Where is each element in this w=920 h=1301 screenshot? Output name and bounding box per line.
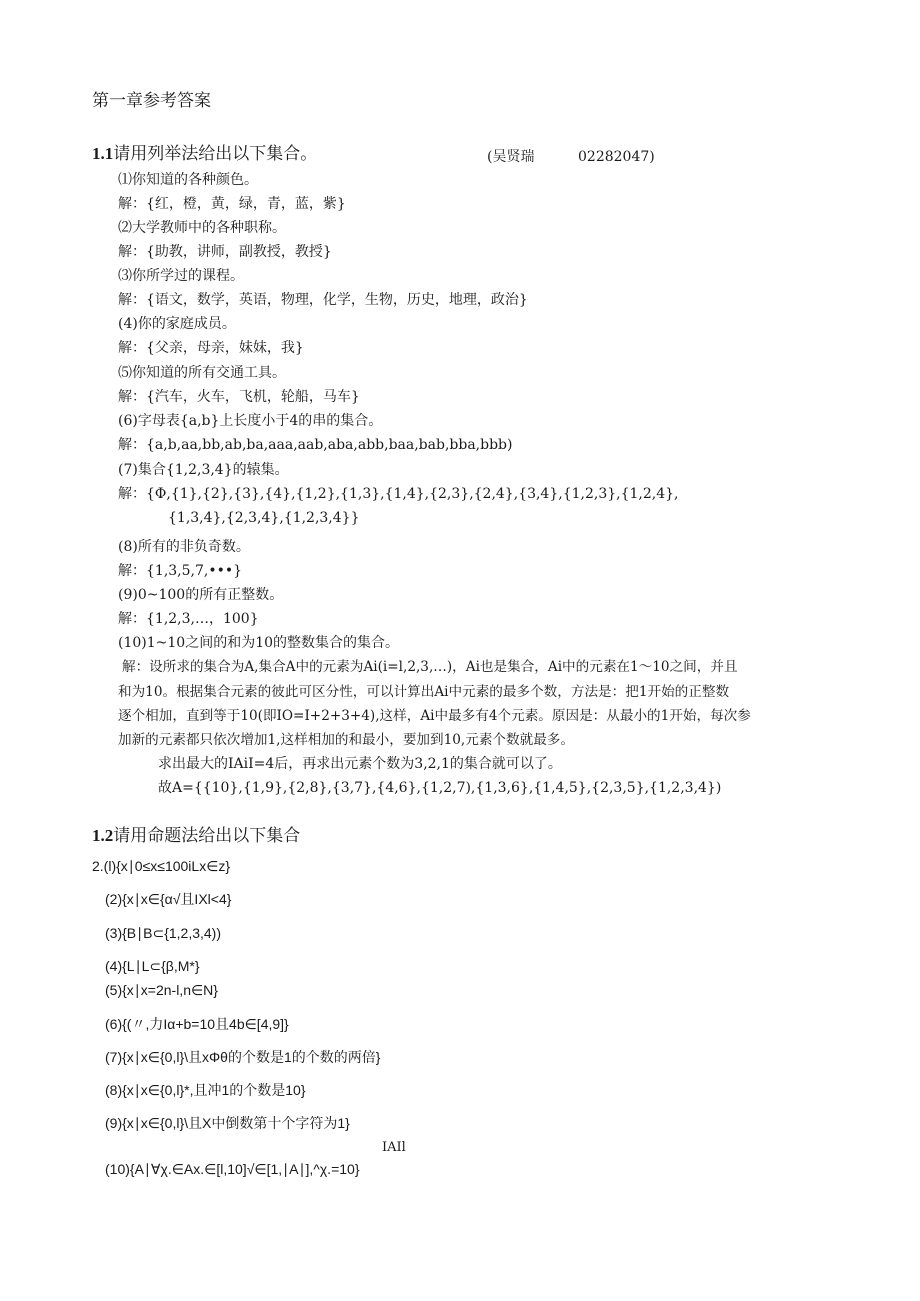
question-6: (6)字母表{a,b}上长度小于4的串的集合。 <box>118 413 383 429</box>
question-8: (8)所有的非负奇数。 <box>118 539 250 555</box>
set-item-10-superscript: IAIl <box>382 1140 406 1155</box>
set-item-9: (9){x∣x∈{0,l}\且X中倒数第十个字符为1} <box>105 1115 350 1131</box>
solution-paragraph-line-3: 逐个相加，直到等于10(即IO=I+2+3+4),这样，Ai中最多有4个元素。原因是：从最小的1开始，每次参 <box>118 708 751 724</box>
set-item-2: (2){x∣x∈{α√且IXl<4} <box>105 891 232 907</box>
question-9: (9)0~100的所有正整数。 <box>118 587 284 603</box>
set-item-8: (8){x∣x∈{0,l}*,且冲1的个数是10} <box>105 1082 306 1098</box>
student-id: 02282047) <box>578 149 655 165</box>
section-2-heading <box>92 827 300 845</box>
section-1-title: 请用列举法给出以下集合。 <box>113 144 318 164</box>
answer-4: 解：{父亲，母亲，妹妹，我} <box>118 340 304 356</box>
question-7: (7)集合{1,2,3,4}的辕集。 <box>118 462 289 478</box>
solution-paragraph-line-1: 解：设所求的集合为A,集合A中的元素为Ai(i=l,2,3,…)，Ai也是集合，Ai中的元素在1～10之间，并且 <box>122 659 738 675</box>
question-10: (10)1~10之间的和为10的整数集合的集合。 <box>118 635 400 651</box>
set-item-6: (6){(〃,力Iα+b=10且4b∈[4,9]} <box>105 1016 289 1032</box>
set-item-10: (10){A∣∀χ.∈Ax.∈[l,10]√∈[1,∣A∣],^χ.=10} <box>105 1161 360 1177</box>
set-item-4: (4){L∣L⊂{β,M*} <box>105 958 200 974</box>
section-2-number: 1.2 <box>92 826 114 845</box>
answer-7-continued: {1,3,4},{2,3,4},{1,2,3,4}} <box>168 510 360 526</box>
question-4: (4)你的家庭成员。 <box>118 316 236 332</box>
conclusion-line-2: 故A={{10},{1,9},{2,8},{3,7},{4,6},{1,2,7),{1,3,6},{1,4,5},{2,3,5},{1,2,3,4}) <box>158 780 722 796</box>
answer-5: 解：{汽车，火车，飞机，轮船，马车} <box>118 389 360 405</box>
section-1-number: 1.1 <box>92 144 114 163</box>
answer-6: 解：{a,b,aa,bb,ab,ba,aaa,aab,aba,abb,baa,bab,bba,bbb) <box>118 437 513 453</box>
set-item-5: (5){x∣x=2n-l,n∈N} <box>105 982 218 998</box>
section-2-title: 请用命题法给出以下集合 <box>113 826 301 846</box>
question-2: ⑵大学教师中的各种职称。 <box>118 220 286 236</box>
section-1-heading <box>92 145 317 163</box>
answer-7: 解：{Φ,{1},{2},{3},{4},{1,2},{1,3},{1,4},{2,3},{2,4},{3,4},{1,2,3},{1,2,4}, <box>118 486 679 502</box>
solution-paragraph-line-2: 和为10。根据集合元素的彼此可区分性，可以计算出Ai中元素的最多个数，方法是：把1开始的正整数 <box>118 684 730 700</box>
set-item-1: 2.(l){x∣0≤x≤100iLx∈z} <box>92 858 231 874</box>
solution-paragraph-line-4: 加新的元素都只依次增加1,这样相加的和最小，要加到10,元素个数就最多。 <box>118 732 574 748</box>
chapter-title: 第一章参考答案 <box>92 91 211 111</box>
question-1: ⑴你知道的各种颜色。 <box>118 172 258 188</box>
answer-2: 解：{助教，讲师，副教授，教授} <box>118 244 332 260</box>
answer-8: 解：{1,3,5,7,•••} <box>118 563 243 579</box>
question-5: ⑸你知道的所有交通工具。 <box>118 365 286 381</box>
answer-1: 解：{红，橙，黄，绿，青，蓝，紫} <box>118 196 346 212</box>
set-item-7: (7){x∣x∈{0,l}\且xΦθ的个数是1的个数的两倍} <box>105 1049 381 1065</box>
author-name: (吴贤瑞 <box>487 149 535 165</box>
answer-9: 解：{1,2,3,…，100} <box>118 611 259 627</box>
question-3: ⑶你所学过的课程。 <box>118 268 244 284</box>
answer-3: 解：{语文，数学，英语，物理，化学，生物，历史，地理，政治} <box>118 292 528 308</box>
conclusion-line-1: 求出最大的IAiI=4后，再求出元素个数为3,2,1的集合就可以了。 <box>158 756 562 772</box>
set-item-3: (3){B∣B⊂{1,2,3,4)) <box>105 925 222 941</box>
